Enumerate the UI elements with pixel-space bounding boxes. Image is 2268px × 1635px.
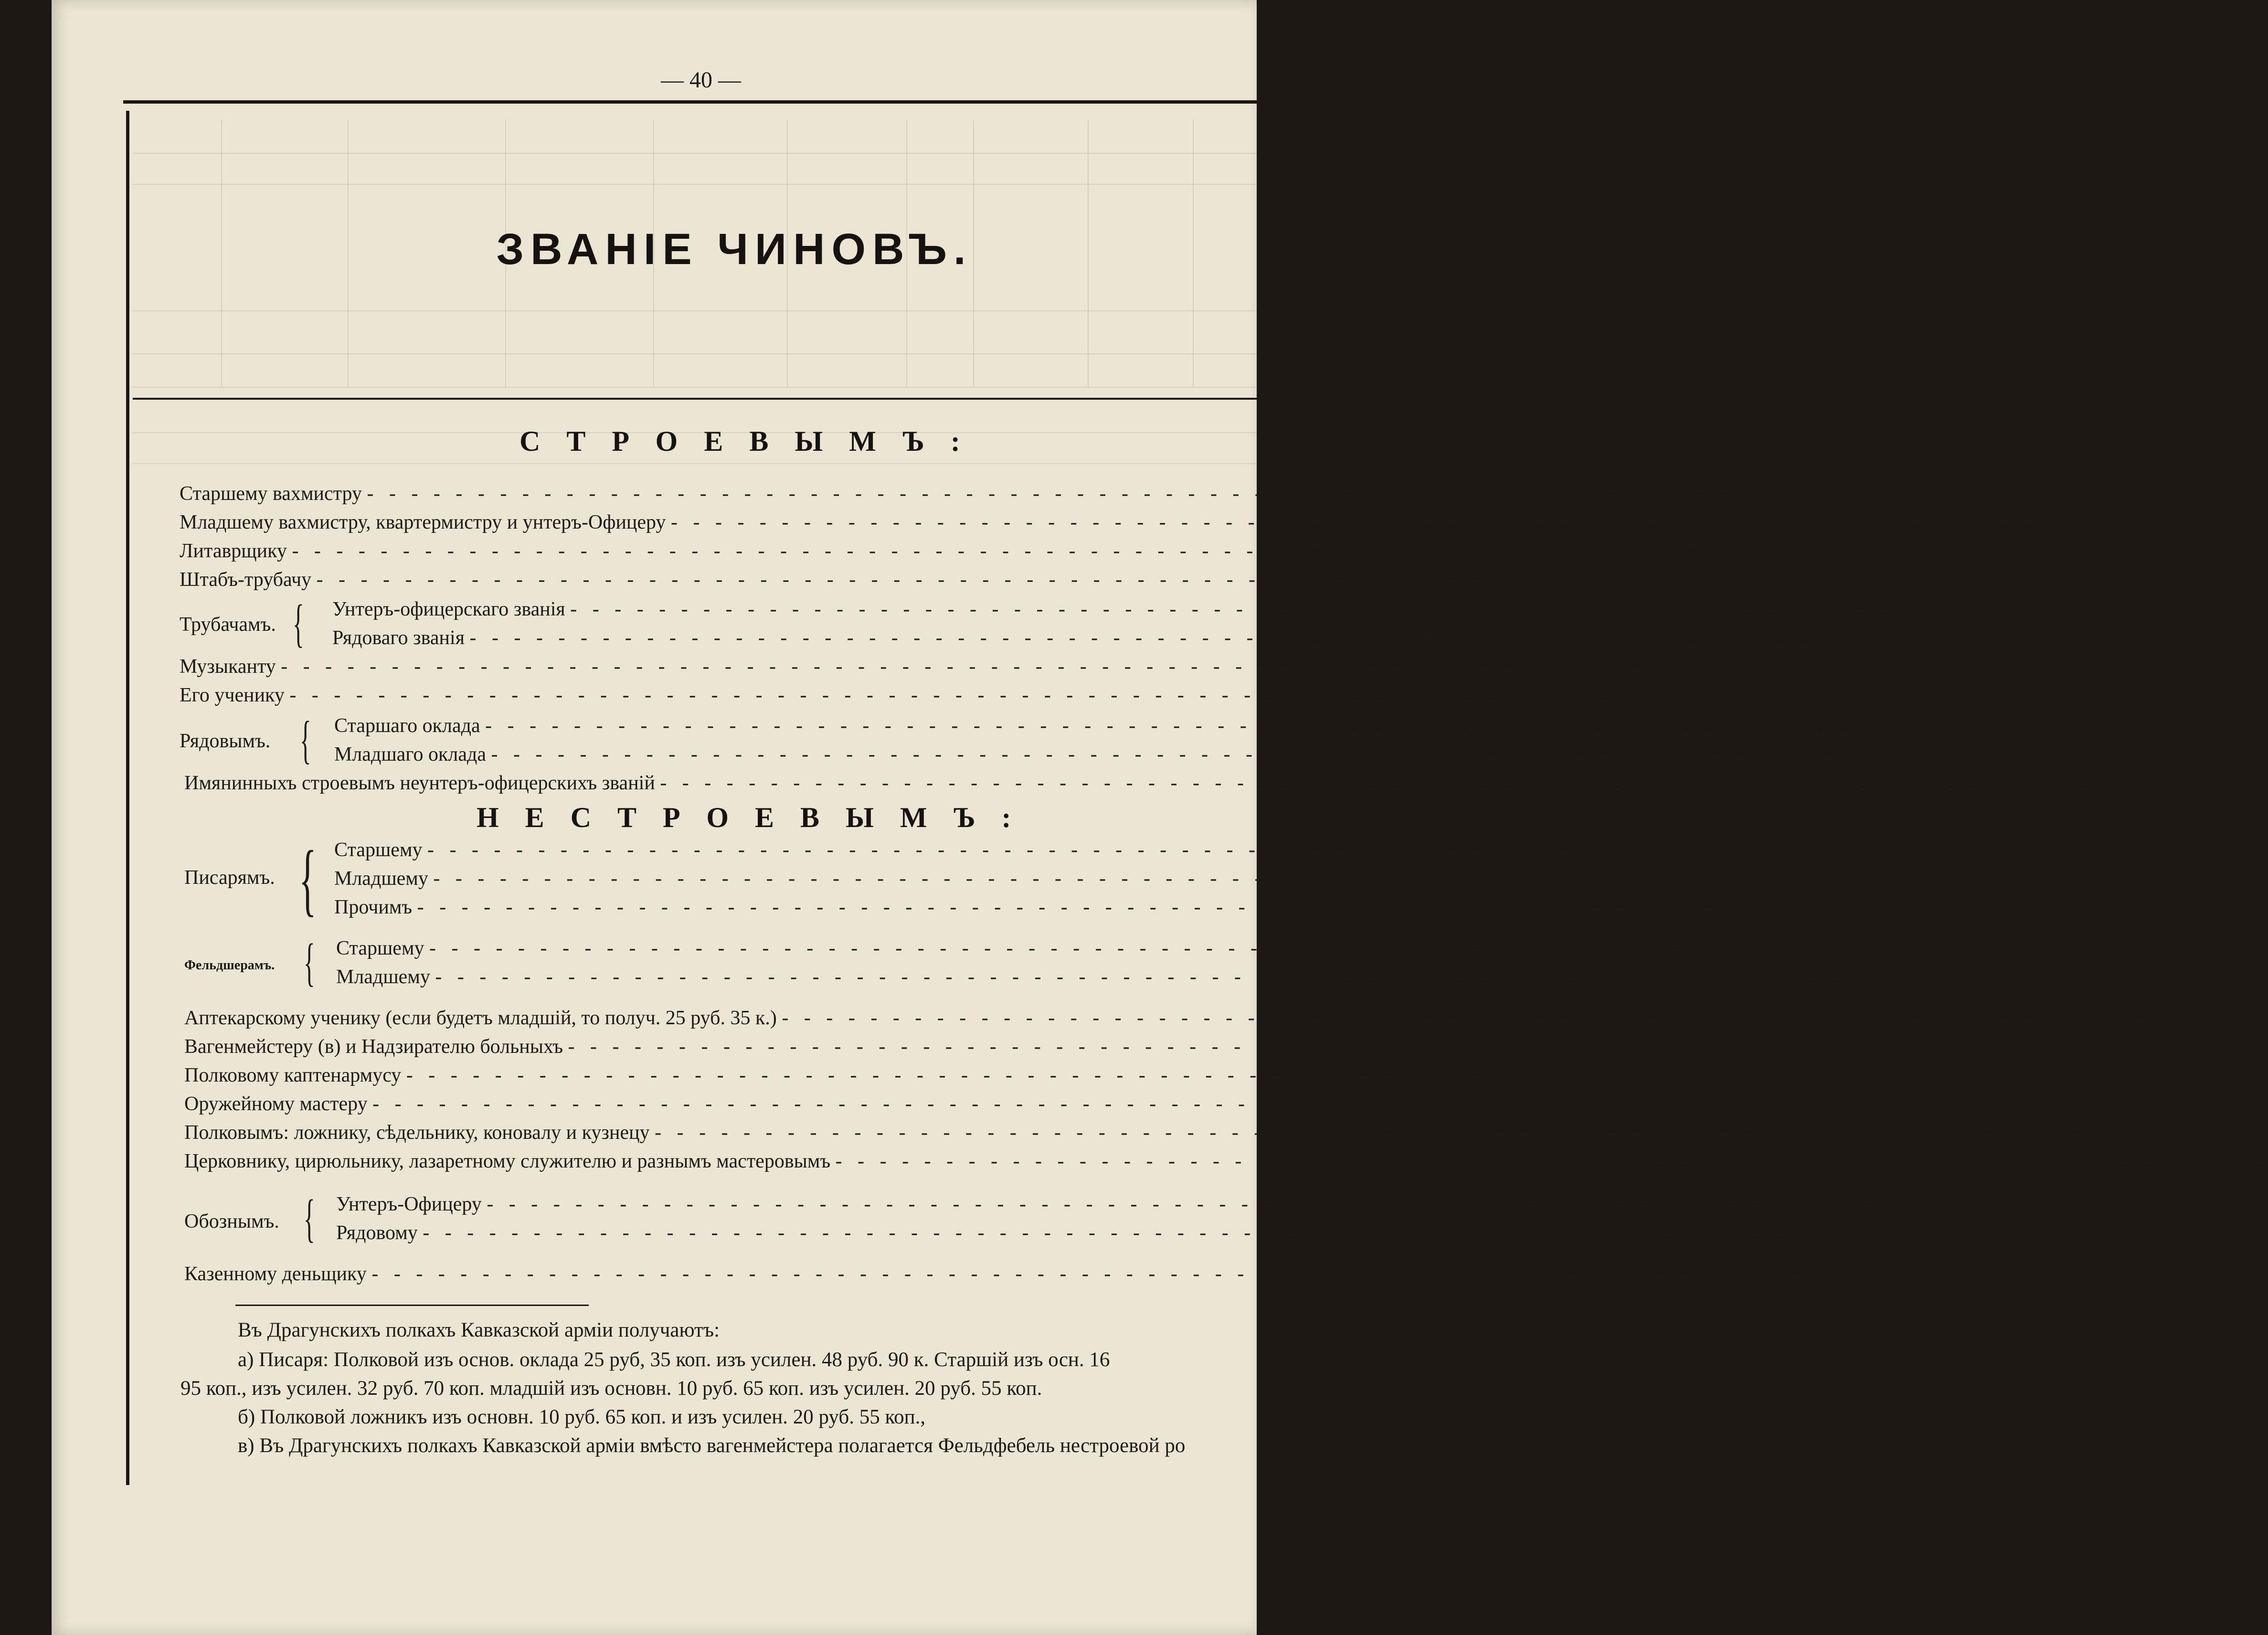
group-label-privates: Рядовымъ. bbox=[180, 730, 271, 752]
dot-leader: - - - - - - - - - - - - - - - - - - - - - - - - - - - - - - - - - - - - - - - - - - - - - - - - - - - - - - - - - - - - - - - - - bbox=[655, 1122, 2088, 1144]
list-item bbox=[184, 1091, 1805, 1118]
group-label-feldshers: Фельдшерамъ. bbox=[184, 958, 275, 973]
rank-label: Рядовому bbox=[336, 1222, 418, 1244]
brace: { bbox=[304, 933, 315, 991]
dot-leader: - - - - - - - - - - - - - - - - - - - - - - - - - - - - - - - - - - - - - - - - - - - - - - - - - - - - - - - - - - - - - - - - - bbox=[660, 772, 2093, 794]
rank-label: Младшему bbox=[334, 868, 428, 890]
group-label-transport: Обознымъ. bbox=[184, 1210, 279, 1232]
rank-label: Полковымъ: ложнику, сѣдельнику, коновалу и кузнецу bbox=[184, 1122, 650, 1144]
group-label-trumpeters: Трубачамъ. bbox=[180, 614, 276, 636]
list-item bbox=[180, 682, 1722, 710]
top-rule bbox=[123, 100, 1257, 104]
rank-label: Старшему bbox=[334, 839, 423, 861]
rank-label: Штабъ-трубачу bbox=[180, 569, 312, 591]
footnote-a-continued: 95 коп., изъ усилен. 32 руб. 70 коп. младшій изъ основн. 10 руб. 65 коп. изъ усилен. 20 руб. 55 коп. bbox=[180, 1377, 1042, 1400]
list-item bbox=[332, 596, 2003, 624]
dot-leader: - - - - - - - - - - - - - - - - - - - - - - - - - - - - - - - - - - - - - - - - - - - - - - - - - - - - - - - - - - - - - - - - - bbox=[469, 627, 1902, 649]
dot-leader: - - - - - - - - - - - - - - - - - - - - - - - - - - - - - - - - - - - - - - - - - - - - - - - - - - - - - - - - - - - - - - - - - bbox=[433, 868, 1866, 890]
rank-label: Имянинныхъ строевымъ неунтеръ-офицерскихъ званій bbox=[184, 772, 655, 794]
list-item bbox=[184, 1148, 2268, 1176]
footnote-a: а) Писаря: Полковой изъ основ. оклада 25 руб, 35 коп. изъ усилен. 48 руб. 90 к. Старшій изъ осн. 16 bbox=[238, 1348, 1110, 1371]
brace: { bbox=[299, 834, 317, 924]
brace: { bbox=[304, 1189, 315, 1247]
brace: { bbox=[300, 711, 311, 769]
dot-leader: - - - - - - - - - - - - - - - - - - - - - - - - - - - - - - - - - - - - - - - - - - - - - - - - - - - - - - - - - - - - - - - - - bbox=[406, 1064, 1839, 1086]
dot-leader: - - - - - - - - - - - - - - - - - - - - - - - - - - - - - - - - - - - - - - - - - - - - - - - - - - - - - - - - - - - - - - - - - bbox=[417, 896, 1850, 918]
dot-leader: - - - - - - - - - - - - - - - - - - - - - - - - - - - - - - - - - - - - - - - - - - - - - - - - - - - - - - - - - - - - - - - - - bbox=[429, 937, 1862, 959]
rank-label: Старшему вахмистру bbox=[180, 483, 362, 505]
dot-leader: - - - - - - - - - - - - - - - - - - - - - - - - - - - - - - - - - - - - - - - - - - - - - - - - - - - - - - - - - - - - - - - - - bbox=[782, 1007, 2215, 1029]
group-label-clerks: Писарямъ. bbox=[184, 867, 275, 889]
list-item bbox=[336, 964, 1868, 991]
dot-leader: - - - - - - - - - - - - - - - - - - - - - - - - - - - - - - - - - - - - - - - - - - - - - - - - - - - - - - - - - - - - - - - - - bbox=[670, 511, 2104, 533]
dot-leader: - - - - - - - - - - - - - - - - - - - - - - - - - - - - - - - - - - - - - - - - - - - - - - - - - - - - - - - - - - - - - - - - - bbox=[316, 569, 1749, 591]
dot-leader: - - - - - - - - - - - - - - - - - - - - - - - - - - - - - - - - - - - - - - - - - - - - - - - - - - - - - - - - - - - - - - - - - bbox=[835, 1150, 2268, 1172]
list-item bbox=[184, 1261, 1804, 1288]
brace: { bbox=[293, 594, 304, 652]
rank-label: Оружейному мастеру bbox=[184, 1093, 368, 1115]
list-item bbox=[180, 538, 1725, 565]
dot-leader: - - - - - - - - - - - - - - - - - - - - - - - - - - - - - - - - - - - - - - - - - - - - - - - - - - - - - - - - - - - - - - - - - bbox=[423, 1222, 1855, 1244]
footnote-rule bbox=[235, 1305, 589, 1306]
rank-label: Церковнику, цирюльнику, лазаретному служителю и разнымъ мастеровымъ bbox=[184, 1150, 831, 1172]
dot-leader: - - - - - - - - - - - - - - - - - - - - - - - - - - - - - - - - - - - - - - - - - - - - - - - - - - - - - - - - - - - - - - - - - bbox=[289, 684, 1722, 706]
table-frame-left-border bbox=[126, 111, 129, 1485]
rank-label: Старшаго оклада bbox=[334, 715, 480, 737]
list-item bbox=[180, 480, 1800, 508]
dot-leader: - - - - - - - - - - - - - - - - - - - - - - - - - - - - - - - - - - - - - - - - - - - - - - - - - - - - - - - - - - - - - - - - - bbox=[367, 483, 1800, 505]
rank-label: Унтеръ-Офицеру bbox=[336, 1193, 482, 1215]
list-item bbox=[336, 1191, 1919, 1219]
list-item bbox=[180, 653, 1714, 681]
list-item bbox=[184, 1062, 1839, 1090]
dot-leader: - - - - - - - - - - - - - - - - - - - - - - - - - - - - - - - - - - - - - - - - - - - - - - - - - - - - - - - - - - - - - - - - - bbox=[487, 1193, 1919, 1215]
section-heading-noncombat: НЕСТРОЕВЫМЪ: bbox=[477, 802, 1038, 833]
dot-leader: - - - - - - - - - - - - - - - - - - - - - - - - - - - - - - - - - - - - - - - - - - - - - - - - - - - - - - - - - - - - - - - - - bbox=[371, 1263, 1804, 1285]
list-item bbox=[184, 1119, 2088, 1147]
dot-leader: - - - - - - - - - - - - - - - - - - - - - - - - - - - - - - - - - - - - - - - - - - - - - - - - - - - - - - - - - - - - - - - - - bbox=[491, 743, 1924, 765]
list-item bbox=[180, 509, 2104, 537]
list-item bbox=[334, 741, 1924, 769]
list-item bbox=[334, 894, 1850, 922]
rank-label: Младшему вахмистру, квартермистру и унтеръ-Офицеру bbox=[180, 511, 666, 533]
dot-leader: - - - - - - - - - - - - - - - - - - - - - - - - - - - - - - - - - - - - - - - - - - - - - - - - - - - - - - - - - - - - - - - - - bbox=[485, 715, 1918, 737]
list-item bbox=[334, 865, 1866, 893]
footnote-c: в) Въ Драгунскихъ полкахъ Кавказской арміи вмѣсто вагенмейстера полагается Фельдфебель нестроевой ро bbox=[238, 1434, 1186, 1457]
dot-leader: - - - - - - - - - - - - - - - - - - - - - - - - - - - - - - - - - - - - - - - - - - - - - - - - - - - - - - - - - - - - - - - - - bbox=[570, 598, 2003, 620]
rank-label: Полковому каптенармусу bbox=[184, 1064, 402, 1086]
rank-label: Старшему bbox=[336, 937, 424, 959]
document-title: ЗВАНІЕ ЧИНОВЪ. bbox=[496, 225, 973, 274]
dot-leader: - - - - - - - - - - - - - - - - - - - - - - - - - - - - - - - - - - - - - - - - - - - - - - - - - - - - - - - - - - - - - - - - - bbox=[292, 540, 1725, 562]
dot-leader: - - - - - - - - - - - - - - - - - - - - - - - - - - - - - - - - - - - - - - - - - - - - - - - - - - - - - - - - - - - - - - - - - bbox=[281, 656, 1714, 678]
footnote-b: б) Полковой ложникъ изъ основн. 10 руб. 65 коп. и изъ усилен. 20 руб. 55 коп., bbox=[238, 1406, 926, 1428]
list-item bbox=[336, 935, 1862, 963]
list-item bbox=[334, 712, 1918, 740]
rank-label: Унтеръ-офицерскаго званія bbox=[332, 598, 565, 620]
list-item bbox=[184, 1005, 2215, 1032]
rank-label: Казенному деньщику bbox=[184, 1263, 367, 1285]
list-item bbox=[334, 837, 1860, 864]
section-heading-combat: СТРОЕВЫМЪ: bbox=[519, 425, 986, 457]
list-item bbox=[332, 625, 1902, 652]
dot-leader: - - - - - - - - - - - - - - - - - - - - - - - - - - - - - - - - - - - - - - - - - - - - - - - - - - - - - - - - - - - - - - - - - bbox=[427, 839, 1860, 861]
footnote-intro: Въ Драгунскихъ полкахъ Кавказской арміи получаютъ: bbox=[238, 1319, 720, 1341]
list-item bbox=[184, 1033, 2001, 1061]
dot-leader: - - - - - - - - - - - - - - - - - - - - - - - - - - - - - - - - - - - - - - - - - - - - - - - - - - - - - - - - - - - - - - - - - bbox=[372, 1093, 1805, 1115]
dot-leader: - - - - - - - - - - - - - - - - - - - - - - - - - - - - - - - - - - - - - - - - - - - - - - - - - - - - - - - - - - - - - - - - - bbox=[568, 1036, 2001, 1058]
dot-leader: - - - - - - - - - - - - - - - - - - - - - - - - - - - - - - - - - - - - - - - - - - - - - - - - - - - - - - - - - - - - - - - - - bbox=[435, 966, 1868, 988]
rank-label: Рядоваго званія bbox=[332, 627, 465, 649]
rank-label: Литаврщику bbox=[180, 540, 287, 562]
rank-label: Вагенмейстеру (в) и Надзирателю больныхъ bbox=[184, 1036, 563, 1058]
page-number: — 40 — bbox=[661, 67, 741, 93]
rank-label: Музыканту bbox=[180, 656, 276, 678]
list-item bbox=[336, 1220, 1855, 1247]
list-item bbox=[180, 566, 1749, 594]
list-item bbox=[184, 770, 2093, 797]
document-page bbox=[52, 0, 2268, 1635]
rank-label: Младшаго оклада bbox=[334, 743, 486, 765]
rank-label: Прочимъ bbox=[334, 896, 413, 918]
rank-label: Его ученику bbox=[180, 684, 285, 706]
header-rule bbox=[133, 398, 1257, 400]
rank-label: Аптекарскому ученику (если будетъ младшій, то получ. 25 руб. 35 к.) bbox=[184, 1007, 777, 1029]
rank-label: Младшему bbox=[336, 966, 430, 988]
